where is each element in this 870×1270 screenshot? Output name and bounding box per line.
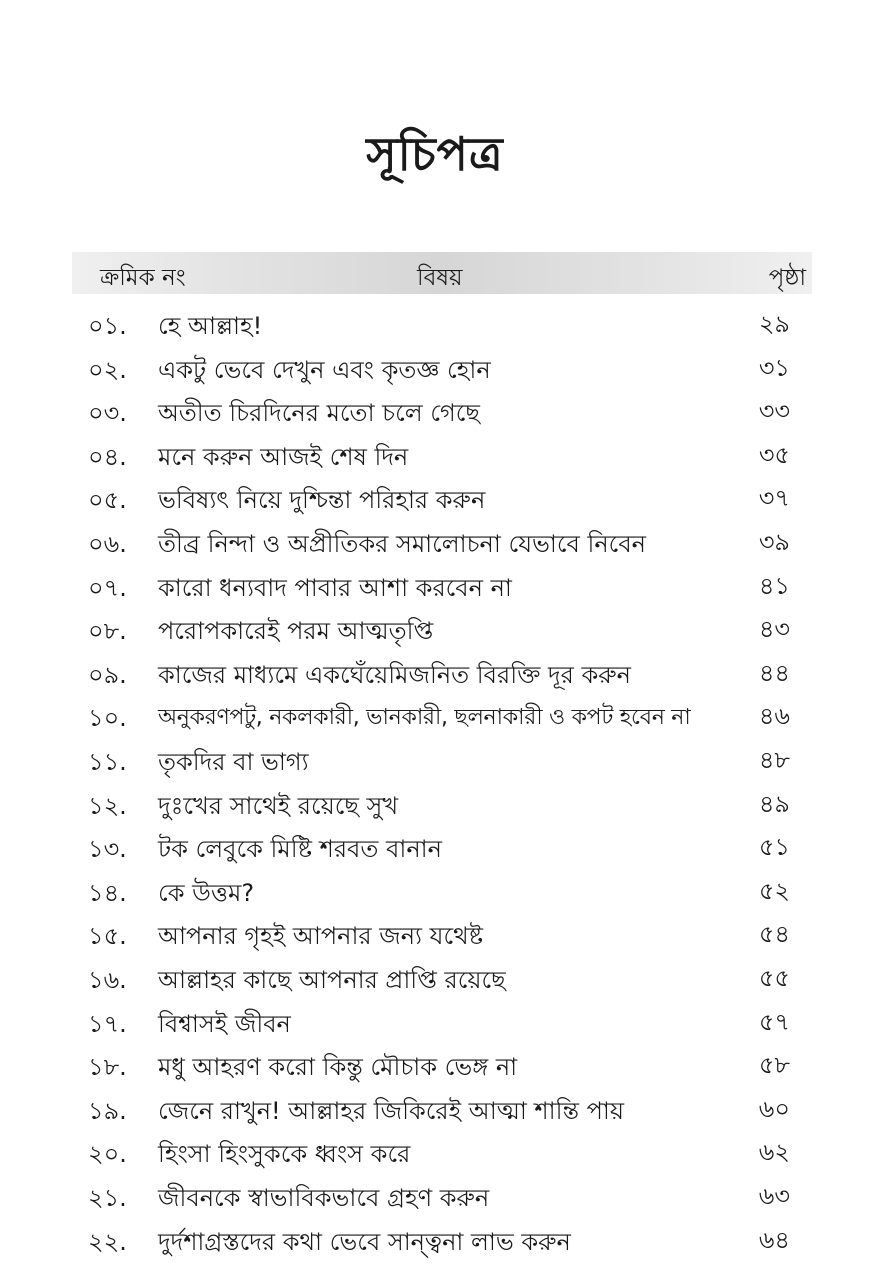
entry-number: ১০. — [88, 704, 127, 733]
entry-number: ১৬. — [88, 966, 127, 994]
entry-number: ১৩. — [88, 835, 127, 864]
entry-number: ১৯. — [88, 1096, 127, 1125]
entry-number: ০৩. — [88, 399, 127, 428]
entry-page-number: ৪৩ — [758, 615, 790, 644]
toc-entry — [0, 958, 870, 1000]
entry-page-number: ৩৯ — [758, 528, 790, 556]
entry-title: দুর্দশাগ্রস্তদের কথা ভেবে সান্ত্বনা লাভ করুন — [158, 1227, 571, 1256]
entry-title: আল্লাহর কাছে আপনার প্রাপ্তি রয়েছে — [158, 966, 506, 994]
entry-page-number: ৪১ — [758, 571, 790, 600]
toc-entry — [0, 304, 870, 346]
entry-title: মধু আহরণ করো কিন্তু মৌচাক ভেঙ্গ না — [158, 1053, 518, 1082]
entry-title: বিশ্বাসই জীবন — [158, 1009, 291, 1038]
toc-entry — [0, 653, 870, 695]
toc-entry — [0, 784, 870, 826]
toc-entry — [0, 609, 870, 651]
entry-number: ০৭. — [88, 573, 127, 602]
entry-page-number: ৬২ — [758, 1138, 790, 1167]
entry-number: ০৬. — [88, 530, 127, 558]
entry-title: হে আল্লাহ! — [158, 312, 263, 340]
entry-page-number: ৩৩ — [758, 397, 790, 426]
entry-page-number: ৪৪ — [758, 658, 790, 687]
entry-number: ০৪. — [88, 442, 127, 471]
toc-entry — [0, 1045, 870, 1087]
toc-entry — [0, 740, 870, 782]
entry-title: কাজের মাধ্যমে একঘেঁয়েমিজনিত বিরক্তি দূর করুন — [158, 660, 631, 689]
entry-page-number: ৫২ — [758, 876, 790, 905]
header-page-label: পৃষ্ঠা — [768, 265, 806, 291]
entry-title: তীব্র নিন্দা ও অপ্রীতিকর সমালোচনা যেভাবে নিবেন — [158, 530, 647, 558]
entry-title: আপনার গৃহই আপনার জন্য যথেষ্ট — [158, 922, 484, 951]
entry-page-number: ৫৭ — [758, 1007, 790, 1036]
toc-entry — [0, 435, 870, 477]
entry-page-number: ৩৭ — [758, 484, 790, 513]
entry-title: জেনে রাখুন! আল্লাহর জিকিরেই আত্মা শান্তি পায় — [158, 1096, 625, 1125]
entry-number: ০৫. — [88, 486, 127, 515]
entry-title: কে উত্তম? — [158, 878, 255, 907]
entry-page-number: ৪৬ — [758, 702, 790, 731]
toc-entry — [0, 348, 870, 390]
toc-entry — [0, 391, 870, 433]
entry-page-number: ৬৪ — [758, 1225, 790, 1254]
entry-title: অতীত চিরদিনের মতো চলে গেছে — [158, 399, 480, 428]
entry-page-number: ৩১ — [758, 353, 790, 382]
entry-number: ০৯. — [88, 660, 127, 689]
header-serial-label: ক্রমিক নং — [100, 265, 186, 291]
toc-entry — [0, 827, 870, 869]
toc-header — [72, 252, 812, 294]
entry-number: ০১. — [88, 312, 127, 340]
toc-entry — [0, 1002, 870, 1044]
entry-number: ১৫. — [88, 922, 127, 951]
entry-title: মনে করুন আজই শেষ দিন — [158, 442, 409, 471]
toc-entry — [0, 566, 870, 608]
entry-page-number: ৪৮ — [758, 746, 790, 774]
entry-page-number: ৫১ — [758, 833, 790, 862]
entry-title: পরোপকারেই পরম আত্মতৃপ্তি — [158, 617, 434, 646]
toc-entry — [0, 1176, 870, 1218]
entry-title: একটু ভেবে দেখুন এবং কৃতজ্ঞ হোন — [158, 355, 491, 384]
toc-entry — [0, 1220, 870, 1262]
toc-entry — [0, 871, 870, 913]
entry-title: তৃকদির বা ভাগ্য — [158, 748, 309, 776]
toc-entry — [0, 1089, 870, 1131]
toc-entry — [0, 1132, 870, 1174]
entry-number: ১৪. — [88, 878, 127, 907]
entry-title: কারো ধন্যবাদ পাবার আশা করবেন না — [158, 573, 512, 602]
entry-number: ২১. — [88, 1184, 127, 1212]
entry-number: ১৭. — [88, 1009, 127, 1038]
entry-number: ১১. — [88, 748, 127, 776]
entry-page-number: ৬৩ — [758, 1182, 790, 1210]
entry-page-number: ৬০ — [758, 1094, 790, 1123]
entry-number: ০৮. — [88, 617, 127, 646]
entry-page-number: ৩৫ — [758, 440, 790, 469]
toc-entry — [0, 478, 870, 520]
entry-page-number: ২৯ — [758, 310, 790, 338]
toc-entry — [0, 696, 870, 738]
entry-number: ০২. — [88, 355, 127, 384]
page-title: সূচিপত্র — [366, 127, 504, 181]
entry-number: ১৮. — [88, 1053, 127, 1082]
entry-number: ১২. — [88, 791, 127, 820]
entry-title: ভবিষ্যৎ নিয়ে দুশ্চিন্তা পরিহার করুন — [158, 486, 486, 515]
entry-page-number: ৫৪ — [758, 920, 790, 949]
entry-number: ২০. — [88, 1140, 127, 1169]
toc-entry — [0, 522, 870, 564]
header-subject-label: বিষয় — [417, 265, 463, 291]
entry-page-number: ৪৯ — [758, 789, 790, 818]
entry-title: জীবনকে স্বাভাবিকভাবে গ্রহণ করুন — [158, 1184, 490, 1212]
entry-page-number: ৫৮ — [758, 1051, 790, 1080]
entry-title: হিংসা হিংসুককে ধ্বংস করে — [158, 1140, 411, 1169]
entry-title: টক লেবুকে মিষ্টি শরবত বানান — [158, 835, 442, 864]
entry-title: দুঃখের সাথেই রয়েছে সুখ — [158, 791, 399, 820]
entry-number: ২২. — [88, 1227, 127, 1256]
toc-entry — [0, 914, 870, 956]
entry-title: অনুকরণপটু, নকলকারী, ভানকারী, ছলনাকারী ও কপট হবেন না — [158, 705, 691, 731]
entry-page-number: ৫৫ — [758, 964, 790, 992]
